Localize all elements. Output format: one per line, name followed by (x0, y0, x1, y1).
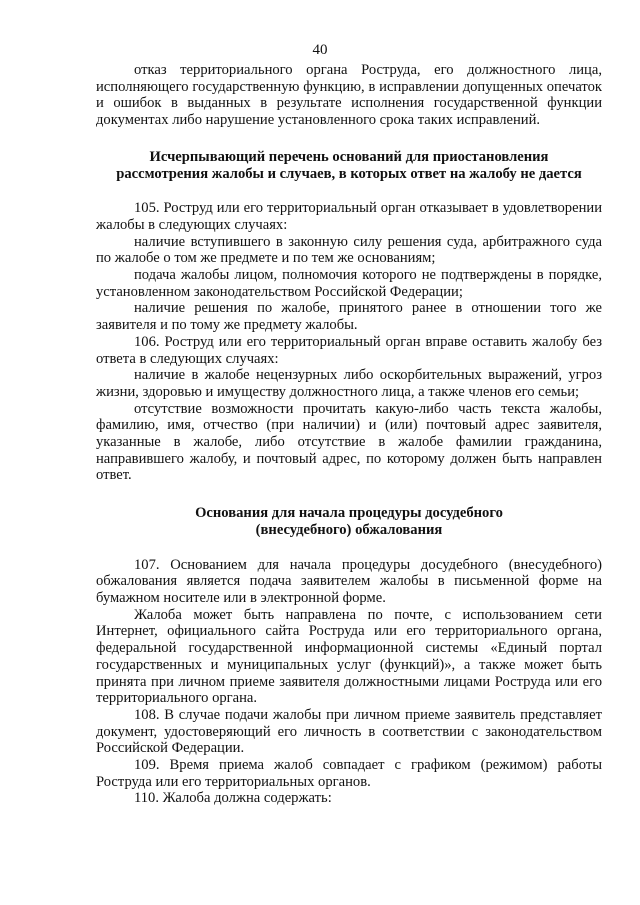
section-heading-appeal-grounds (96, 505, 602, 538)
list-item-unconfirmed-authority: подача жалобы лицом, полномочия которого не подтверждены в порядке, установленном законодательством Российской Федерации; (96, 267, 602, 300)
list-item-unreadable-text: отсутствие возможности прочитать какую-либо часть текста жалобы, фамилию, имя, отчество (при наличии) и (или) почтовый адрес заявителя, указанные в жалобе, либо отсутствие в жалобе фамилии гражданина, направившего жалобу, и почтовый адрес, по которому должен быть направлен ответ. (96, 400, 602, 484)
section-heading-line: Основания для начала процедуры досудебного (195, 505, 503, 522)
document-body (96, 62, 602, 807)
section-heading-suspension (96, 149, 602, 182)
page-number: 40 (312, 42, 328, 58)
list-item-prior-decision: наличие решения по жалобе, принятого ранее в отношении того же заявителя и по тому же предмету жалобы. (96, 300, 602, 334)
paragraph-107: 107. Основанием для начала процедуры досудебного (внесудебного) обжалования является подача заявителем жалобы в письменной форме на бумажном носителе или в электронной форме. (96, 556, 602, 606)
list-item-obscene-language: наличие в жалобе нецензурных либо оскорбительных выражений, угроз жизни, здоровью и имуществу должностного лица, а также членов его семьи; (96, 367, 602, 400)
paragraph-106: 106. Роструд или его территориальный орган вправе оставить жалобу без ответа в следующих случаях: (96, 333, 602, 367)
paragraph-110: 110. Жалоба должна содержать: (134, 790, 332, 807)
section-heading-line: Исчерпывающий перечень оснований для приостановления (149, 148, 549, 165)
paragraph-submission-channels: Жалоба может быть направлена по почте, с использованием сети Интернет, официального сайта Роструда или его территориального органа, федеральной государственной информационной системы «Единый портал государственных и муниципальных услуг (функций)», а также может быть принята при личном приеме заявителя должностными лицами Роструда или его территориального органа. (96, 606, 602, 707)
paragraph-108: 108. В случае подачи жалобы при личном приеме заявитель представляет документ, удостоверяющий его личность в соответствии с законодательством Российской Федерации. (96, 706, 602, 757)
section-heading-line: (внесудебного) обжалования (255, 521, 443, 538)
intro-paragraph: отказ территориального органа Роструда, его должностного лица, исполняющего государственную функцию, в исправлении допущенных опечаток и ошибок в выданных в результате исполнения государственной функции документах либо нарушение установленного срока таких исправлений. (96, 62, 602, 129)
paragraph-105: 105. Роструд или его территориальный орган отказывает в удовлетворении жалобы в следующих случаях: (96, 200, 602, 233)
paragraph-109: 109. Время приема жалоб совпадает с графиком (режимом) работы Роструда или его территориальных органов. (96, 757, 602, 790)
section-heading-line: рассмотрения жалобы и случаев, в которых ответ на жалобу не дается (116, 165, 582, 182)
list-item-court-decision: наличие вступившего в законную силу решения суда, арбитражного суда по жалобе о том же предмете и по тем же основаниям; (96, 233, 602, 267)
